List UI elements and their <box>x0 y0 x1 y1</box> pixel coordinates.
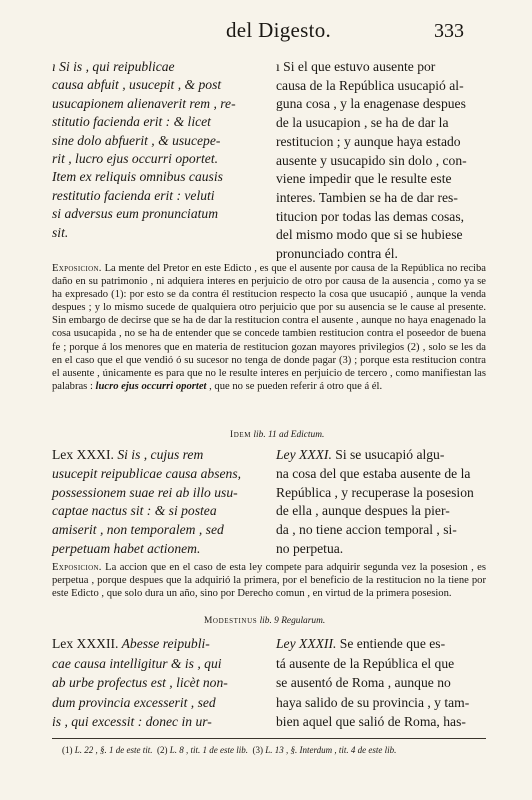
text-line: ausente y usucapido sin dolo , con- <box>276 152 467 168</box>
text-line: rit , lucro ejus occurri oportet. <box>52 151 219 167</box>
latin-column <box>52 446 256 559</box>
commentary-quote: lucro ejus occurri oportet <box>92 380 207 392</box>
text-line: captae nactus sit : & si postea <box>52 503 217 519</box>
source-author: Modestinus <box>204 616 258 626</box>
footnote-2 <box>157 745 248 755</box>
footnote-text: L. 13 , §. Interdum , tit. 4 de este lib. <box>263 745 397 755</box>
text-line: de ella , aunque despues la pier- <box>276 503 450 519</box>
lex-xxxi-section <box>52 446 484 558</box>
exposicion-label: Exposicion. <box>52 263 102 274</box>
text-line: ı Si el que estuvo ausente por <box>276 59 436 74</box>
text-line: causa de la República usucapió al- <box>276 77 464 93</box>
paragraph-1-section <box>52 58 484 262</box>
text-line: interes. Tambien se ha de dar res- <box>276 189 458 205</box>
page-number: 333 <box>434 20 464 42</box>
footnote-text: L. 8 , tit. 1 de este lib. <box>167 745 248 755</box>
footnote-3 <box>253 745 397 755</box>
ley-label: Ley XXXII. <box>276 636 337 651</box>
text-line: se ausentó de Roma , aunque no <box>276 675 451 691</box>
source-author: Idem <box>230 430 252 440</box>
text-line: haya salido de su provincia , y tam- <box>276 694 470 710</box>
exposicion-commentary-1 <box>52 262 486 393</box>
text-line: pronunciado contra él. <box>276 246 398 262</box>
text-line: dum provincia excesserit , sed <box>52 694 216 710</box>
spanish-column <box>276 446 488 559</box>
text-line: cae causa intelligitur & is , qui <box>52 655 222 671</box>
text-fragment: Se entiende que es- <box>336 636 446 651</box>
text-line: usucapionem alienaverit rem , re- <box>52 95 236 111</box>
spanish-column <box>276 58 488 264</box>
footnote-divider <box>52 738 486 739</box>
commentary-text: La mente del Pretor en este Edicto , es que el ausente por causa de la República no reciba daño en su patrimonio , ni adquiera interes en perjuicio de otro por causa de la ausencia , como ya se ha expresado (1): por esto se da contra él restitucion respecto la cosa que usucapió , aunque la venda despues ; y lo mismo sucede de qualquiera otro perjuicio que por su ausencia se le cause al presente. Sin embargo de decirse que se ha de dar la restitucion contra el ausente , aunque no haya enagenado la cosa usucapida , no se ha de entender que se concede tambien restitucion contra el poseedor de buena fe ; porque á los menores que en materia de restitucion gozan mayores privilegios (2) , solo se les da en el caso que el que vendió ó su sucesor no tenga de donde pagar (3) ; porque esta restitucion contra el ausente , únicamente es para que no le resulte interes en perjuicio de tercero , como manifiestan las palabras : <box>52 263 486 392</box>
source-reference: lib. 11 ad Edictum. <box>251 430 325 440</box>
text-line: titucion por todas las demas cosas, <box>276 208 465 224</box>
footnote-number: (3) <box>252 745 263 755</box>
text-line: usucepit reipublicae causa absens, <box>52 465 242 481</box>
commentary-text-end: , que no se pueden referir á otro que á él. <box>206 380 383 392</box>
text-line: stitutio facienda erit : & licet <box>52 114 211 130</box>
text-fragment: Si is , cujus rem <box>113 447 204 462</box>
footnote-number: (1) <box>62 745 73 755</box>
text-line: restitutio facienda erit : veluti <box>52 187 215 203</box>
text-line: causa abfuit , usucepit , & post <box>52 77 222 93</box>
ley-label: Ley XXXI. <box>276 447 332 462</box>
lex-label: Lex XXXI. <box>52 447 114 462</box>
text-line <box>276 446 488 465</box>
text-fragment: Abesse reipubli- <box>118 636 210 651</box>
commentary-text: La accion que en el caso de esta ley compete para adquirir segunda vez la posesion , es perpetua , porque despues que la adquirió la primera, por el beneficio de la restitucion no la tiene por este Edicto , que solo dura un año, sino por Derecho comun , en virtud de la primera posesion. <box>52 562 486 600</box>
text-line <box>52 446 256 465</box>
page-header <box>0 18 532 48</box>
spanish-column <box>276 634 488 732</box>
text-line: sine dolo abfuerit , & usucepe- <box>52 132 221 148</box>
source-citation-1 <box>230 430 324 440</box>
text-line: viene impedir que le resulte este <box>276 171 452 187</box>
text-line: guna cosa , y la enagenase despues <box>276 96 466 112</box>
text-line: na cosa del que estaba ausente de la <box>276 465 471 481</box>
text-line <box>276 634 488 654</box>
lex-label: Lex XXXII. <box>52 636 119 651</box>
footnotes <box>62 745 492 755</box>
text-line: tá ausente de la República el que <box>276 655 455 671</box>
text-fragment: Si se usucapió algu- <box>331 447 445 462</box>
text-line: bien aquel que salió de Roma, has- <box>276 714 466 730</box>
lex-xxxii-section <box>52 634 484 734</box>
footnote-text: L. 22 , §. 1 de este tit. <box>72 745 153 755</box>
text-line: sit. <box>52 224 69 240</box>
text-line: de la usucapion , se ha de dar la <box>276 115 449 131</box>
footnote-number: (2) <box>157 745 168 755</box>
text-line: da , no tiene accion temporal , si- <box>276 522 457 538</box>
text-line: amiserit , non temporalem , sed <box>52 522 224 538</box>
text-line: ı Si is , qui reipublicae <box>52 59 175 74</box>
latin-column <box>52 634 256 732</box>
exposicion-commentary-2 <box>52 561 486 600</box>
source-reference: lib. 9 Regularum. <box>257 616 326 626</box>
text-line: possessionem suae rei ab illo usu- <box>52 484 238 500</box>
exposicion-label: Exposicion. <box>52 562 102 573</box>
text-line: perpetuam habet actionem. <box>52 540 201 556</box>
text-line: si adversus eum pronunciatum <box>52 206 219 222</box>
text-line <box>52 634 256 654</box>
footnote-1 <box>62 745 153 755</box>
source-citation-2 <box>204 616 325 626</box>
text-line: restitucion ; y aunque haya estado <box>276 133 461 149</box>
text-line: del mismo modo que si se hubiese <box>276 227 463 243</box>
text-line: no perpetua. <box>276 540 344 556</box>
text-line: is , qui excessit : donec in ur- <box>52 714 212 730</box>
text-line: República , y recuperase la posesion <box>276 484 474 500</box>
text-line: Item ex reliquis omnibus causis <box>52 169 223 185</box>
text-line: ab urbe profectus est , licèt non- <box>52 675 228 691</box>
latin-column <box>52 58 256 242</box>
running-title: del Digesto. <box>226 18 332 42</box>
